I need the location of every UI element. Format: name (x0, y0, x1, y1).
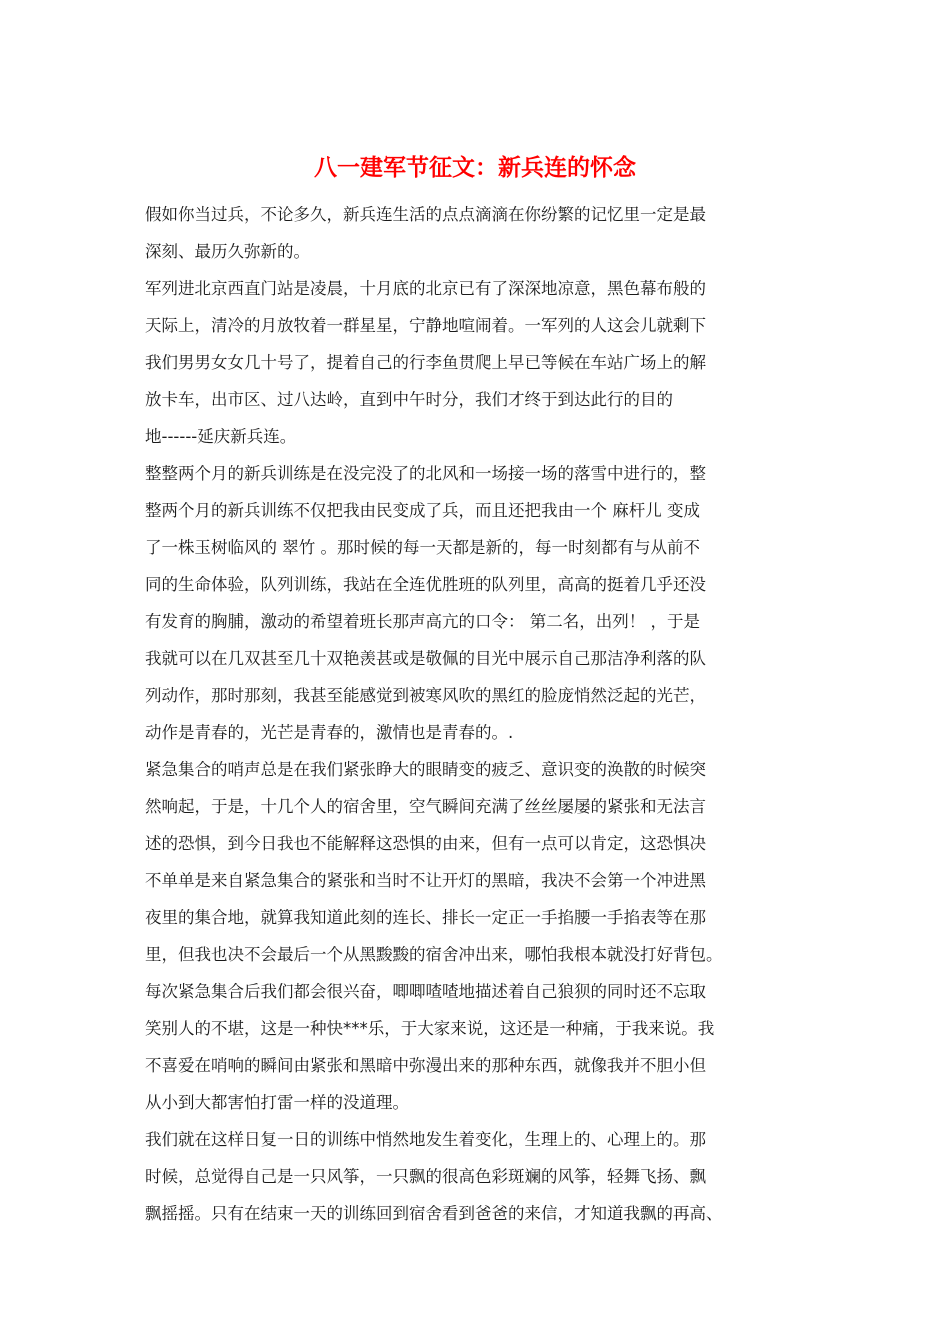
text-line: 笑别人的不堪，这是一种快***乐，于大家来说，这还是一种痛，于我来说。我 (145, 1019, 715, 1038)
text-line: 动作是青春的，光芒是青春的，激情也是青春的。. (145, 723, 514, 742)
text-line: 假如你当过兵，不论多久，新兵连生活的点点滴滴在你纷繁的记忆里一定是最 (145, 205, 706, 224)
text-line: 每次紧急集合后我们都会很兴奋，唧唧喳喳地描述着自己狼狈的同时还不忘取 (145, 982, 706, 1001)
text-line: 放卡车，出市区、过八达岭，直到中午时分，我们才终于到达此行的目的 (145, 390, 673, 409)
text-line: 不单单是来自紧急集合的紧张和当时不让开灯的黑暗，我决不会第一个冲进黑 (145, 871, 706, 890)
text-line: 夜里的集合地，就算我知道此刻的连长、排长一定正一手掐腰一手掐表等在那 (145, 908, 706, 927)
text-line: 里，但我也决不会最后一个从黑黢黢的宿舍冲出来，哪怕我根本就没打好背包。 (145, 945, 723, 964)
text-line: 我就可以在几双甚至几十双艳羡甚或是敬佩的目光中展示自己那洁净利落的队 (145, 649, 706, 668)
text-line: 从小到大都害怕打雷一样的没道理。 (145, 1093, 409, 1112)
document-body (145, 196, 815, 1232)
text-line: 整整两个月的新兵训练是在没完没了的北风和一场接一场的落雪中进行的，整 (145, 464, 706, 483)
text-line: 我们就在这样日复一日的训练中悄然地发生着变化，生理上的、心理上的。那 (145, 1130, 706, 1149)
text-line: 了一株玉树临风的 翠竹 。那时候的每一天都是新的，每一时刻都有与从前不 (145, 538, 700, 557)
document-title: 八一建军节征文：新兵连的怀念 (314, 155, 636, 181)
text-line: 有发育的胸脯，激动的希望着班长那声高亢的口令： 第二名，出列！ ，于是 (145, 612, 700, 631)
text-line: 我们男男女女几十号了，提着自己的行李鱼贯爬上早已等候在车站广场上的解 (145, 353, 706, 372)
text-line: 述的恐惧，到今日我也不能解释这恐惧的由来，但有一点可以肯定，这恐惧决 (145, 834, 706, 853)
text-line: 不喜爱在哨响的瞬间由紧张和黑暗中弥漫出来的那种东西，就像我并不胆小但 (145, 1056, 706, 1075)
text-line: 列动作，那时那刻，我甚至能感觉到被寒风吹的黑红的脸庞悄然泛起的光芒， (145, 686, 706, 705)
text-line: 军列进北京西直门站是凌晨，十月底的北京已有了深深地凉意，黑色幕布般的 (145, 279, 706, 298)
text-line: 深刻、最历久弥新的。 (145, 242, 310, 261)
text-line: 同的生命体验，队列训练，我站在全连优胜班的队列里，高高的挺着几乎还没 (145, 575, 706, 594)
text-line: 然响起，于是，十几个人的宿舍里，空气瞬间充满了丝丝屡屡的紧张和无法言 (145, 797, 706, 816)
text-line: 天际上，清冷的月放牧着一群星星，宁静地喧闹着。一军列的人这会儿就剩下 (145, 316, 706, 335)
text-line: 紧急集合的哨声总是在我们紧张睁大的眼睛变的疲乏、意识变的涣散的时候突 (145, 760, 706, 779)
text-line: 飘摇摇。只有在结束一天的训练回到宿舍看到爸爸的来信，才知道我飘的再高、 (145, 1204, 723, 1223)
text-line: 地------延庆新兵连。 (145, 427, 297, 446)
text-line: 时候，总觉得自己是一只风筝，一只飘的很高色彩斑斓的风筝，轻舞飞扬、飘 (145, 1167, 706, 1186)
text-line: 整两个月的新兵训练不仅把我由民变成了兵，而且还把我由一个 麻杆儿 变成 (145, 501, 700, 520)
